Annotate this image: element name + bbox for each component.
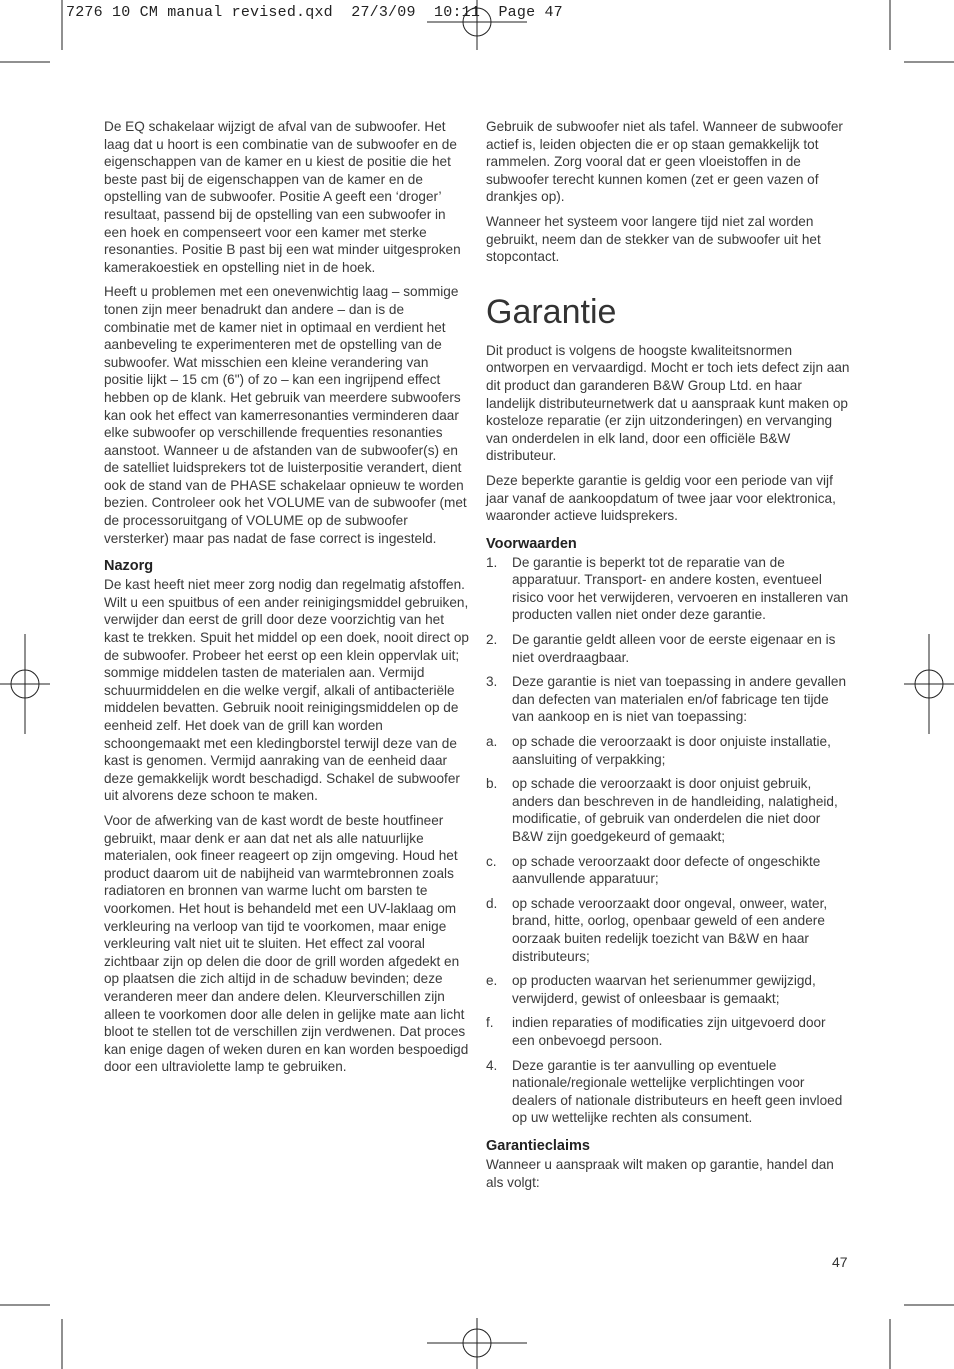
unplug-paragraph: Wanneer het systeem voor langere tijd niet zal worden gebruikt, neem dan de stekker van de subwoofer uit het stopcontact. [486, 213, 821, 265]
list-text: Deze garantie is niet van toepassing in andere gevallen dan defecten van materialen en/of fabricage ten tijde van aankoop en is niet van toepassing: [512, 674, 847, 725]
registration-mark-right [904, 634, 954, 734]
nazorg-veneer-paragraph: Voor de afwerking van de kast wordt de beste houtfineer gebruikt, maar denk er aan dat net als alle natuurlijke materialen, ook fineer reageert op zijn omgeving. Houd het product daarom uit de nabijheid van warmtebronnen zoals radiatoren en bronnen van warme lucht om barsten te voorkomen. Het hout is behandeld met een UV-laklaag om verkleuring na verloop van tijd te voorkomen, maar enige verkleuring valt niet uit te sluiten. Het effect zal vooral zichtbaar zijn op delen die door de grill worden afgedekt en op plaatsen die zich altijd in de schaduw bevinden; deze veranderen meer dan andere delen. Kleurverschillen zijn alleen te voorkomen door alle delen in gelijke mate aan licht bloot te stellen tot de verschillen zijn verdwenen. Dat proces kan enige dagen of weken duren en kan worden bespoedigd door een ultraviolette lamp te gebruiken. [104, 812, 469, 1075]
list-marker: 3. [486, 674, 498, 690]
voorwaarden-list [486, 554, 850, 1127]
garantie-period-paragraph: Deze beperkte garantie is geldig voor een periode van vijf jaar vanaf de aankoopdatum of twee jaar voor elektronica, waaronder actieve luidsprekers. [486, 472, 836, 524]
page-number: 47 [832, 1254, 848, 1270]
list-text: De garantie is beperkt tot de reparatie van de apparatuur. Transport- en andere kosten, eventueel risico voor het verwijderen, vervoeren en installeren van producten vallen niet onder deze garantie. [512, 554, 849, 623]
list-text: op producten waarvan het serienummer gewijzigd, verwijderd, gewist of onleesbaar is gemaakt; [512, 973, 816, 1006]
list-marker: e. [486, 973, 498, 989]
list-text: indien reparaties of modificaties zijn uitgevoerd door een onbevoegd persoon. [512, 1015, 826, 1048]
list-text: De garantie geldt alleen voor de eerste eigenaar en is niet overdraagbaar. [512, 632, 836, 665]
list-marker: d. [486, 895, 498, 911]
nazorg-heading: Nazorg [104, 558, 154, 575]
list-item [486, 895, 850, 965]
registration-mark-top [427, 0, 527, 50]
garantie-intro-paragraph: Dit product is volgens de hoogste kwaliteitsnormen ontworpen en vervaardigd. Mocht er toch iets defect zijn aan dit product dan garanderen B&W Group Ltd. en haar landelijk distributeurnetwerk dat u aanspraak kunt maken op kosteloze reparatie (er zijn uitzonderingen) en vervanging van onderdelen in elk land, door een officiële B&W distributeur. [486, 342, 850, 464]
list-item [486, 631, 850, 666]
list-item [486, 733, 850, 768]
list-text: Deze garantie is ter aanvulling op eventuele nationale/regionale wettelijke verplichtingen voor dealers of nationale distributeurs en heeft geen invloed op uw wettelijke rechten als consument. [512, 1057, 843, 1126]
eq-switch-paragraph: De EQ schakelaar wijzigt de afval van de subwoofer. Het laag dat u hoort is een combinatie van de subwoofer en de eigenschappen van de kamer en u kiest de positie die het beste past bij de eigenschappen van de kamer en de opstelling van de subwoofer. Positie A geeft een ‘droger’ resultaat, passend bij de opstelling van een subwoofer in een hoek en compenseert voor een kamer met sterke resonanties. Positie B past bij een wat minder uitgesproken kamerakoestiek en opstelling niet in de hoek. [104, 119, 461, 275]
nazorg-cleaning-paragraph: De kast heeft niet meer zorg nodig dan regelmatig afstoffen. Wilt u een spuitbus of een ander reinigingsmiddel gebruiken, verwijder dan eerst de grill door deze voorzichtig van het kast te trekken. Spuit het middel op een doek, nooit direct op de subwoofer. Probeer het eerst op een klein oppervlak uit; sommige middelen tasten de materialen aan. Vermijd schuurmiddelen en die welke vergif, alkali of antibacteriële middelen bevatten. Gebruik nooit reinigingsmiddelen op de eenheid zelf. Het doek van de grill kan worden schoongemaakt met een kledingborstel terwijl deze van de kast is genomen. Vermijd aanraking van de eenheid daar deze gemakkelijk wordt beschadigd. Schakel de subwoofer uit alvorens deze schoon te maken. [104, 577, 469, 804]
list-text: op schade veroorzaakt door defecte of ongeschikte aanvullende apparatuur; [512, 853, 821, 887]
list-marker: 2. [486, 632, 498, 648]
list-item [486, 775, 850, 845]
list-marker: 1. [486, 554, 498, 570]
registration-mark-left [0, 634, 50, 734]
registration-mark-bottom [427, 1318, 527, 1369]
garantieclaims-paragraph: Wanneer u aanspraak wilt maken op garantie, handel dan als volgt: [486, 1156, 834, 1190]
list-text: op schade die veroorzaakt is door onjuist gebruik, anders dan beschreven in de handleiding, nalatigheid, modificatie, of gebruik van onderdelen die niet door B&W zijn goedgekeurd of gemaakt; [512, 776, 838, 844]
list-item [486, 673, 850, 726]
list-marker: c. [486, 853, 497, 869]
list-text: op schade veroorzaakt door ongeval, onweer, water, brand, hitte, oorlog, openbaar geweld of een andere oorzaak buiten redelijk toezicht van B&W en haar distributeurs; [512, 895, 828, 964]
garantie-title: Garantie [486, 292, 617, 331]
bass-problems-paragraph: Heeft u problemen met een onevenwichtig laag – sommige tonen zijn meer benadrukt dan andere – dan is de combinatie met de kamer niet in optimaal en verdient het aanbeveling te experimenteren met de opstelling van de subwoofer. Wat misschien een kleine verandering van positie lijkt – 15 cm (6") of zo – kan een ingrijpend effect hebben op de klank. Het gebruik van meerdere subwoofers kan ook het effect van kamerresonanties verminderen daar elke subwoofer op verschillende frequenties resonanties aanstoot. Wanneer u de afstanden van de subwoofer(s) en de satelliet luidsprekers tot de luisterpositie verandert, dient ook de stand van de PHASE schakelaar opnieuw te worden bezien. Controleer ook het VOLUME van de subwoofer (met de processoruitgang of VOLUME op de subwoofer versterker) maar pas nadat de fase correct is ingesteld. [104, 284, 467, 546]
voorwaarden-heading: Voorwaarden [486, 535, 577, 552]
list-marker: 4. [486, 1057, 498, 1073]
right-column [486, 118, 850, 1198]
list-text: op schade die veroorzaakt is door onjuiste installatie, aansluiting of verpakking; [512, 734, 831, 767]
print-slug-line: 7276 10 CM manual revised.qxd 27/3/09 10:11 Page 47 [66, 4, 563, 21]
list-item [486, 972, 850, 1007]
list-item [486, 1014, 850, 1049]
left-column [104, 118, 470, 1083]
list-item [486, 853, 850, 888]
list-marker: b. [486, 776, 498, 792]
garantieclaims-heading: Garantieclaims [486, 1137, 590, 1154]
list-marker: a. [486, 734, 498, 750]
list-item [486, 1057, 850, 1127]
list-marker: f. [486, 1015, 494, 1031]
table-warning-paragraph: Gebruik de subwoofer niet als tafel. Wanneer de subwoofer actief is, leiden objecten die er op staan gemakkelijk tot rammelen. Zorg vooral dat er geen vloeistoffen in de subwoofer terecht kunnen komen (zet er geen vazen of drankjes op). [486, 119, 843, 205]
list-item [486, 554, 850, 624]
